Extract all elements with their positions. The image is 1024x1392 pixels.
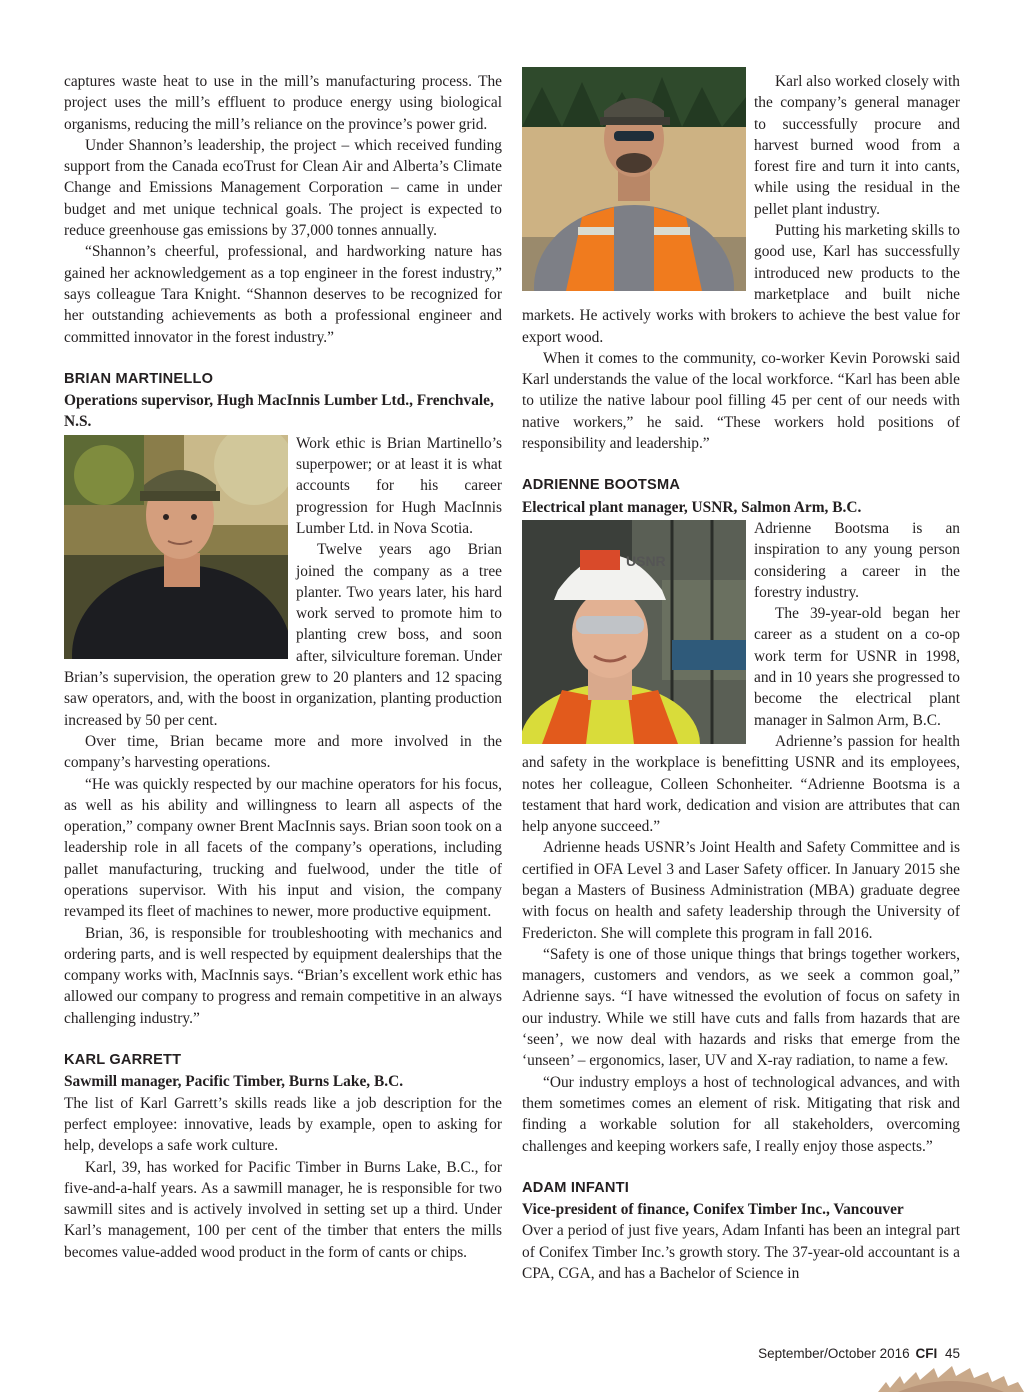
brian-photo	[64, 435, 288, 659]
adrienne-photo	[522, 520, 746, 744]
body-paragraph: Over a period of just five years, Adam Infanti has been an integral part of Conifex Timber Inc.’s growth story. The 37-year-old accountant is a CPA, CGA, and has a Bachelor of Science in	[522, 1222, 960, 1283]
body-paragraph: Karl, 39, has worked for Pacific Timber in Burns Lake, B.C., for five-and-a-half years. As a sawmill manager, he is responsible for two sawmill sites and is actively involved in setting set up a third. Under Karl’s management, 100 per cent of the timber that enters the mills becomes value-added wood product in the form of cants or chips.	[64, 1158, 502, 1261]
profile-title-karl: Sawmill manager, Pacific Timber, Burns Lake, B.C.	[64, 1073, 404, 1091]
profile-name-adrienne: ADRIENNE BOOTSMA	[522, 477, 681, 494]
karl-photo	[522, 67, 746, 291]
profile-title-adrienne: Electrical plant manager, USNR, Salmon Arm, B.C.	[522, 498, 862, 516]
profile-name-karl: KARL GARRETT	[64, 1052, 182, 1069]
profile-title-adam: Vice-president of finance, Conifex Timber Inc., Vancouver	[522, 1201, 904, 1219]
body-paragraph: Over time, Brian became more and more involved in the company’s harvesting operations.	[64, 732, 502, 772]
body-paragraph: Work ethic is Brian Martinello’s superpower; or at least it is what accounts for his career progression for Hugh MacInnis Lumber Ltd. in Nova Scotia.	[296, 434, 502, 537]
left-column	[64, 71, 502, 1263]
magazine-brand: CFI	[915, 1346, 938, 1361]
body-paragraph: “Safety is one of those unique things that brings together workers, managers, customers and vendors, as we seek a common goal,” Adrienne says. “I have witnessed the evolution of focus on safety in our industry. While we still have cuts and falls from hazards that are ‘seen’, we now deal with hazards and risks that emerge from the ‘unseen’ – ergonomics, laser, UV and X-ray radiation, to name a few.	[522, 945, 960, 1070]
issue-date: September/October 2016	[758, 1346, 910, 1361]
profile-name-brian: BRIAN MARTINELLO	[64, 370, 214, 387]
page-footer	[758, 1346, 960, 1361]
body-paragraph: When it comes to the community, co-worker Kevin Porowski said Karl understands the value of the local workforce. “Karl has been able to utilize the native labour pool filling 45 per cent of our needs with native workers,” he said. “These workers hold positions of responsibility and leadership.”	[522, 349, 960, 453]
body-paragraph: “Shannon’s cheerful, professional, and hardworking nature has gained her acknowledgement as a top engineer in the forest industry,” says colleague Tara Knight. “Shannon deserves to be recognized for her outstanding achievements as both a professional engineer and committed innovator in the forest industry.”	[64, 243, 502, 346]
body-paragraph: Under Shannon’s leadership, the project – which received funding support from the Canada ecoTrust for Clean Air and Alberta’s Climate Change and Emissions Management Corporation – came in under budget and met unique technical goals. The project is expected to reduce greenhouse gas emissions by 37,000 tonnes annually.	[64, 136, 502, 240]
page-number: 45	[944, 1346, 960, 1361]
profile-name-adam: ADAM INFANTI	[522, 1179, 629, 1196]
sawblade-icon	[878, 1362, 1024, 1392]
body-paragraph: The 39-year-old began her career as a student on a co-op work term for USNR in 1998, and in 10 years she progressed to become the electrical plant manager in Salmon Arm, B.C.	[754, 605, 960, 729]
svg-text:USNR: USNR	[626, 552, 666, 569]
body-paragraph: Adrienne’s passion for health and safety in the workplace is benefitting USNR and its employees, notes her colleague, Colleen Schonheiter. “Adrienne Bootsma is a testament that hard work, dedication and vision are attributes that can help anyone succeed.”	[522, 732, 960, 836]
right-column	[522, 71, 960, 1284]
body-paragraph: Adrienne heads USNR’s Joint Health and Safety Committee and is certified in OFA Level 3 and Laser Safety officer. In January 2015 she began a Masters of Business Administration (MBA) graduate degree with focus on health and safety leadership through the University of Fredericton. She will complete this program in fall 2016.	[522, 839, 960, 942]
body-paragraph: Adrienne Bootsma is an inspiration to any young person considering a career in the forestry industry.	[754, 519, 960, 601]
body-paragraph: The list of Karl Garrett’s skills reads like a job description for the perfect employee: innovative, leads by example, open to asking for help, develops a safe work culture.	[64, 1094, 502, 1155]
body-paragraph: Putting his marketing skills to good use, Karl has successfully introduced new products to the marketplace and built niche markets. He actively works with brokers to achieve the best value for export wood.	[522, 222, 960, 346]
body-paragraph: Brian, 36, is responsible for troubleshooting with mechanics and ordering parts, and is well respected by equipment dealerships that the company works with, MacInnis says. “Brian’s excellent work ethic has allowed our company to progress and remain competitive in an always challenging industry.”	[64, 924, 502, 1027]
body-paragraph: Twelve years ago Brian joined the company as a tree planter. Two years later, his hard work served to promote him to planting crew boss, and soon after, silviculture foreman. Under Brian’s supervision, the operation grew to 20 planters and 12 spacing saw operators, and, with the boost in organization, planting production increased by 50 per cent.	[64, 541, 502, 729]
body-paragraph: Karl also worked closely with the company’s general manager to successfully procure and harvest burned wood from a forest fire and turn it into cants, while using the residual in the pellet plant industry.	[754, 73, 960, 218]
body-paragraph: “He was quickly respected by our machine operators for his focus, as well as his ability and willingness to learn all aspects of the operation,” company owner Brent MacInnis says. Brian soon took on a leadership role in all facets of the company’s operations, including pallet manufacturing, trucking and fuelwood, under the title of operations supervisor. With his input and vision, the company revamped its fleet of machines to newer, more productive equipment.	[64, 775, 502, 921]
body-paragraph: “Our industry employs a host of technological advances, and with them sometimes comes an element of risk. Mitigating that risk and finding a workable solution for all stakeholders, overcoming challenges and keeping workers safe, I really enjoy those aspects.”	[522, 1073, 960, 1155]
profile-title-brian: Operations supervisor, Hugh MacInnis Lumber Ltd., Frenchvale, N.S.	[64, 392, 494, 431]
body-paragraph: captures waste heat to use in the mill’s manufacturing process. The project uses the mill’s effluent to produce energy using biological organisms, reducing the mill’s reliance on the province’s power grid.	[64, 73, 502, 133]
